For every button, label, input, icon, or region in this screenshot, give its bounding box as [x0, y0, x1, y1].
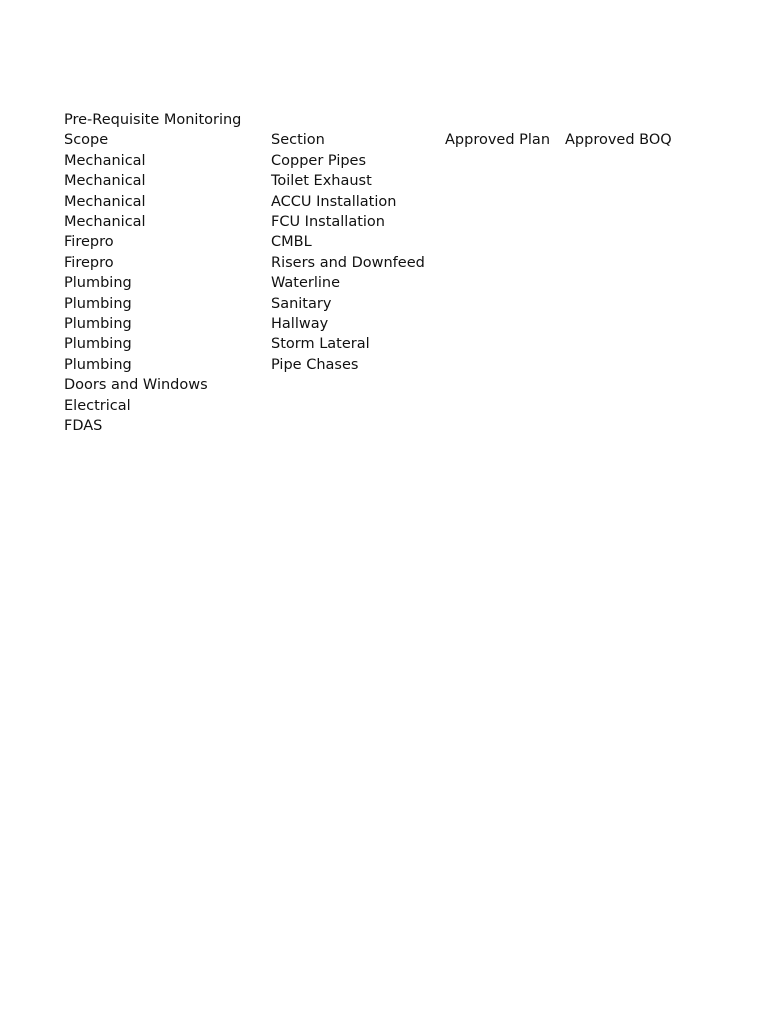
header-approved-boq: Approved BOQ	[565, 132, 672, 149]
scope-cell: Mechanical	[64, 152, 146, 169]
table-row	[64, 232, 685, 252]
approved-plan-cell	[445, 273, 565, 293]
scope-cell: Electrical	[64, 397, 131, 414]
table-row	[64, 212, 685, 232]
approved-plan-cell	[445, 314, 565, 334]
approved-plan-cell	[445, 416, 565, 436]
scope-cell: Plumbing	[64, 356, 132, 373]
section-cell: CMBL	[271, 234, 312, 251]
scope-cell: FDAS	[64, 418, 103, 435]
approved-boq-cell	[565, 232, 685, 252]
header-approved-plan: Approved Plan	[445, 132, 551, 149]
table-row	[64, 355, 685, 375]
section-cell	[271, 396, 445, 416]
approved-plan-cell	[445, 192, 565, 212]
header-scope: Scope	[64, 132, 109, 149]
table-body	[64, 151, 685, 437]
table-row	[64, 416, 685, 436]
approved-boq-cell	[565, 294, 685, 314]
section-cell: ACCU Installation	[271, 193, 397, 210]
approved-boq-cell	[565, 396, 685, 416]
spreadsheet-page	[64, 110, 685, 436]
section-cell: FCU Installation	[271, 214, 385, 231]
approved-boq-cell	[565, 314, 685, 334]
section-cell: Copper Pipes	[271, 152, 367, 169]
scope-cell: Plumbing	[64, 275, 132, 292]
approved-boq-cell	[565, 212, 685, 232]
header-row	[64, 130, 685, 150]
section-cell: Waterline	[271, 275, 341, 292]
section-cell: Storm Lateral	[271, 336, 370, 353]
approved-boq-cell	[565, 253, 685, 273]
table-row	[64, 375, 685, 395]
sheet-title: Pre-Requisite Monitoring	[64, 112, 242, 128]
section-cell: Pipe Chases	[271, 356, 359, 373]
monitoring-table	[64, 130, 685, 436]
table-row	[64, 273, 685, 293]
approved-plan-cell	[445, 355, 565, 375]
table-row	[64, 253, 685, 273]
approved-plan-cell	[445, 396, 565, 416]
approved-plan-cell	[445, 334, 565, 354]
section-cell: Toilet Exhaust	[271, 173, 372, 190]
approved-boq-cell	[565, 416, 685, 436]
approved-boq-cell	[565, 355, 685, 375]
scope-cell: Mechanical	[64, 214, 146, 231]
header-section: Section	[271, 132, 325, 149]
approved-plan-cell	[445, 171, 565, 191]
scope-cell: Plumbing	[64, 336, 132, 353]
approved-plan-cell	[445, 375, 565, 395]
table-row	[64, 334, 685, 354]
approved-boq-cell	[565, 375, 685, 395]
scope-cell: Firepro	[64, 254, 114, 271]
scope-cell: Mechanical	[64, 173, 146, 190]
approved-boq-cell	[565, 273, 685, 293]
table-row	[64, 396, 685, 416]
approved-plan-cell	[445, 232, 565, 252]
table-row	[64, 294, 685, 314]
section-cell: Sanitary	[271, 295, 332, 312]
approved-plan-cell	[445, 212, 565, 232]
scope-cell: Plumbing	[64, 316, 132, 333]
approved-boq-cell	[565, 171, 685, 191]
section-cell	[271, 375, 445, 395]
approved-plan-cell	[445, 294, 565, 314]
scope-cell: Mechanical	[64, 193, 146, 210]
scope-cell: Doors and Windows	[64, 377, 208, 394]
approved-boq-cell	[565, 151, 685, 171]
scope-cell: Firepro	[64, 234, 114, 251]
table-row	[64, 192, 685, 212]
approved-boq-cell	[565, 334, 685, 354]
section-cell: Risers and Downfeed	[271, 254, 425, 271]
section-cell: Hallway	[271, 316, 329, 333]
section-cell	[271, 416, 445, 436]
table-row	[64, 171, 685, 191]
approved-plan-cell	[445, 253, 565, 273]
table-row	[64, 314, 685, 334]
approved-plan-cell	[445, 151, 565, 171]
table-row	[64, 151, 685, 171]
scope-cell: Plumbing	[64, 295, 132, 312]
approved-boq-cell	[565, 192, 685, 212]
